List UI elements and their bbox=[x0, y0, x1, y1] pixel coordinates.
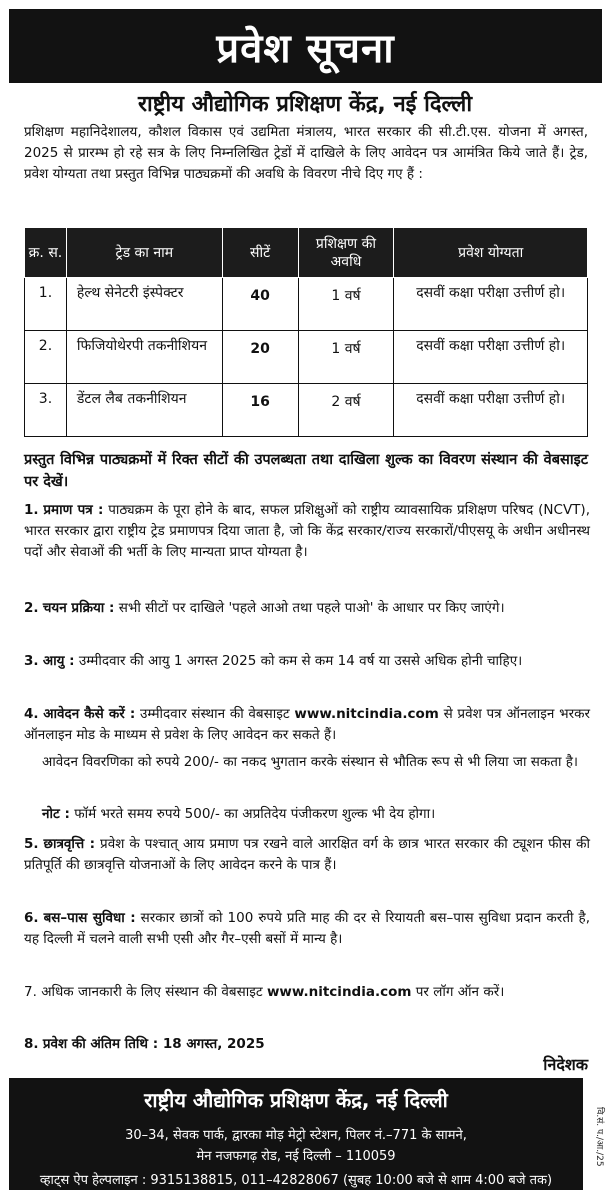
footer-address-line1: 30–34, सेवक पार्क, द्वारका मोड़ मेट्रो स्टेशन, पिलर नं.–771 के सामने, bbox=[125, 1128, 467, 1143]
section-number: 3. bbox=[24, 653, 39, 669]
notice-banner bbox=[9, 9, 602, 83]
availability-note: प्रस्तुत विभिन्न पाठ्यक्रमों में रिक्त सीटों की उपलब्धता तथा दाखिला शुल्क का विवरण संस्थान की वेबसाइट पर देखें। bbox=[24, 452, 588, 490]
section-text: उम्मीदवार संस्थान की वेबसाइट bbox=[135, 706, 295, 722]
header-serial: क्र. स. bbox=[25, 228, 67, 278]
footer-address-line2: मेन नजफगढ़ रोड, नई दिल्ली – 110059 bbox=[196, 1149, 396, 1164]
row-eligibility: दसवीं कक्षा परीक्षा उत्तीर्ण हो। bbox=[394, 278, 588, 331]
header-duration: प्रशिक्षण की अवधि bbox=[298, 228, 394, 278]
row-trade: डेंटल लैब तकनीशियन bbox=[66, 384, 222, 437]
section-text: पर लॉग ऑन करें। bbox=[411, 984, 505, 1000]
section-certificate bbox=[24, 500, 590, 563]
section-fee-note bbox=[42, 804, 590, 825]
section-label: प्रवेश की अंतिम तिथि : bbox=[42, 1036, 159, 1052]
table-header-row bbox=[25, 228, 588, 278]
row-serial: 3. bbox=[25, 384, 67, 437]
section-text: प्रवेश के पश्चात् आय प्रमाण पत्र रखने वाले आरक्षित वर्ग के छात्र भारत सरकार की ट्यूशन फीस की प्रतिपूर्ति की छात्रवृत्ति योजनाओं के लिए आवेदन करने के पात्र हैं। bbox=[24, 836, 590, 873]
organization-title: राष्ट्रीय औद्योगिक प्रशिक्षण केंद्र, नई दिल्ली bbox=[137, 92, 473, 117]
section-number: 6. bbox=[24, 910, 39, 926]
row-eligibility: दसवीं कक्षा परीक्षा उत्तीर्ण हो। bbox=[394, 384, 588, 437]
section-text: उम्मीदवार की आयु 1 अगस्त 2025 को कम से कम 14 वर्ष या उससे अधिक होनी चाहिए। bbox=[74, 653, 523, 669]
section-label: आयु : bbox=[42, 653, 75, 669]
trades-table bbox=[24, 227, 588, 437]
section-label: आवेदन कैसे करें : bbox=[43, 706, 136, 722]
section-label: चयन प्रक्रिया : bbox=[42, 600, 115, 616]
website-link[interactable]: www.nitcindia.com bbox=[294, 706, 439, 722]
footer-block bbox=[9, 1078, 583, 1190]
row-trade: फिजियोथेरपी तकनीशियन bbox=[66, 331, 222, 384]
header-eligibility: प्रवेश योग्यता bbox=[394, 228, 588, 278]
note-label: नोट : bbox=[42, 806, 70, 822]
section-number: 4. bbox=[24, 706, 39, 722]
section-how-to-apply bbox=[24, 704, 590, 746]
table-row bbox=[25, 384, 588, 437]
section-text: से प्रवेश पत्र ऑनलाइन भरकर ऑनलाइन मोड के माध्यम से प्रवेश के लिए आवेदन कर सकते हैं। bbox=[24, 706, 590, 743]
footer-helpline: व्हाट्स ऐप हेल्पलाइन : 9315138815, 011–42828067 (सुबह 10:00 बजे से शाम 4:00 बजे तक) bbox=[39, 1173, 553, 1188]
section-text: अधिक जानकारी के लिए संस्थान की वेबसाइट bbox=[41, 984, 267, 1000]
row-serial: 2. bbox=[25, 331, 67, 384]
row-seats: 16 bbox=[222, 384, 298, 437]
table-row bbox=[25, 278, 588, 331]
last-date-value: 18 अगस्त, 2025 bbox=[158, 1036, 265, 1052]
section-text: पाठ्यक्रम के पूरा होने के बाद, सफल प्रशिक्षुओं को राष्ट्रीय व्यावसायिक प्रशिक्षण परिषद (NCVT), भारत सरकार द्वारा राष्ट्रीय ट्रेड प्रमाणपत्र दिया जाता है, जो कि केंद्र सरकार/राज्य सरकारों/पीएसयू के अधीन अधीनस्थ पदों और सेवाओं की भर्ती के लिए मान्यता प्राप्त योग्यता है। bbox=[24, 502, 590, 560]
section-number: 2. bbox=[24, 600, 39, 616]
section-more-info bbox=[24, 982, 590, 1003]
header-seats: सीटें bbox=[222, 228, 298, 278]
row-duration: 1 वर्ष bbox=[298, 278, 394, 331]
section-selection bbox=[24, 598, 590, 619]
website-link[interactable]: www.nitcindia.com bbox=[266, 984, 412, 1000]
notice-title: प्रवेश सूचना bbox=[216, 25, 395, 72]
row-trade: हेल्थ सेनेटरी इंस्पेक्टर bbox=[66, 278, 222, 331]
row-seats: 20 bbox=[222, 331, 298, 384]
section-number: 7. bbox=[24, 984, 37, 1000]
section-text: सभी सीटों पर दाखिले 'पहले आओ तथा पहले पाओ' के आधार पर किए जाएंगे। bbox=[114, 600, 505, 616]
signatory: निदेशक bbox=[543, 1055, 588, 1074]
intro-paragraph: प्रशिक्षण महानिदेशालय, कौशल विकास एवं उद्यमिता मंत्रालय, भारत सरकार की सी.टी.एस. योजना में अगस्त, 2025 से प्रारम्भ हो रहे सत्र के लिए निम्नलिखित ट्रेडों में दाखिले के लिए आवेदन पत्र आमंत्रित किये जाते हैं। ट्रेड, प्रवेश योग्यता तथा प्रस्तुत विभिन्न पाठ्यक्रमों की अवधि के विवरण नीचे दिए गए हैं : bbox=[24, 124, 588, 182]
section-bus-pass bbox=[24, 908, 590, 950]
row-serial: 1. bbox=[25, 278, 67, 331]
section-label: छात्रवृत्ति : bbox=[43, 836, 96, 852]
section-number: 1. bbox=[24, 502, 39, 518]
section-scholarship bbox=[24, 834, 590, 876]
footer-org-name: राष्ट्रीय औद्योगिक प्रशिक्षण केंद्र, नई दिल्ली bbox=[144, 1088, 448, 1112]
section-offline-application: आवेदन विवरणिका को रुपये 200/- का नकद भुगतान करके संस्थान से भौतिक रूप से भी लिया जा सकता है। bbox=[42, 754, 579, 770]
note-text: फॉर्म भरते समय रुपये 500/- का अप्रतिदेय पंजीकरण शुल्क भी देय होगा। bbox=[69, 806, 436, 822]
section-label: बस–पास सुविधा : bbox=[43, 910, 136, 926]
section-label: प्रमाण पत्र : bbox=[43, 502, 104, 518]
section-number: 5. bbox=[24, 836, 39, 852]
section-last-date bbox=[24, 1034, 590, 1055]
row-duration: 2 वर्ष bbox=[298, 384, 394, 437]
section-number: 8. bbox=[24, 1036, 39, 1052]
row-seats: 40 bbox=[222, 278, 298, 331]
row-duration: 1 वर्ष bbox=[298, 331, 394, 384]
section-age bbox=[24, 651, 590, 672]
table-row bbox=[25, 331, 588, 384]
header-trade: ट्रेड का नाम bbox=[66, 228, 222, 278]
row-eligibility: दसवीं कक्षा परीक्षा उत्तीर्ण हो। bbox=[394, 331, 588, 384]
section-text: सरकार छात्रों को 100 रुपये प्रति माह की दर से रियायती बस–पास सुविधा प्रदान करती है, यह दिल्ली में चलने वाली सभी एसी और गैर–एसी बसों में मान्य है। bbox=[24, 910, 590, 947]
reference-code: वि.सं. प./आ./25 bbox=[594, 1107, 604, 1167]
